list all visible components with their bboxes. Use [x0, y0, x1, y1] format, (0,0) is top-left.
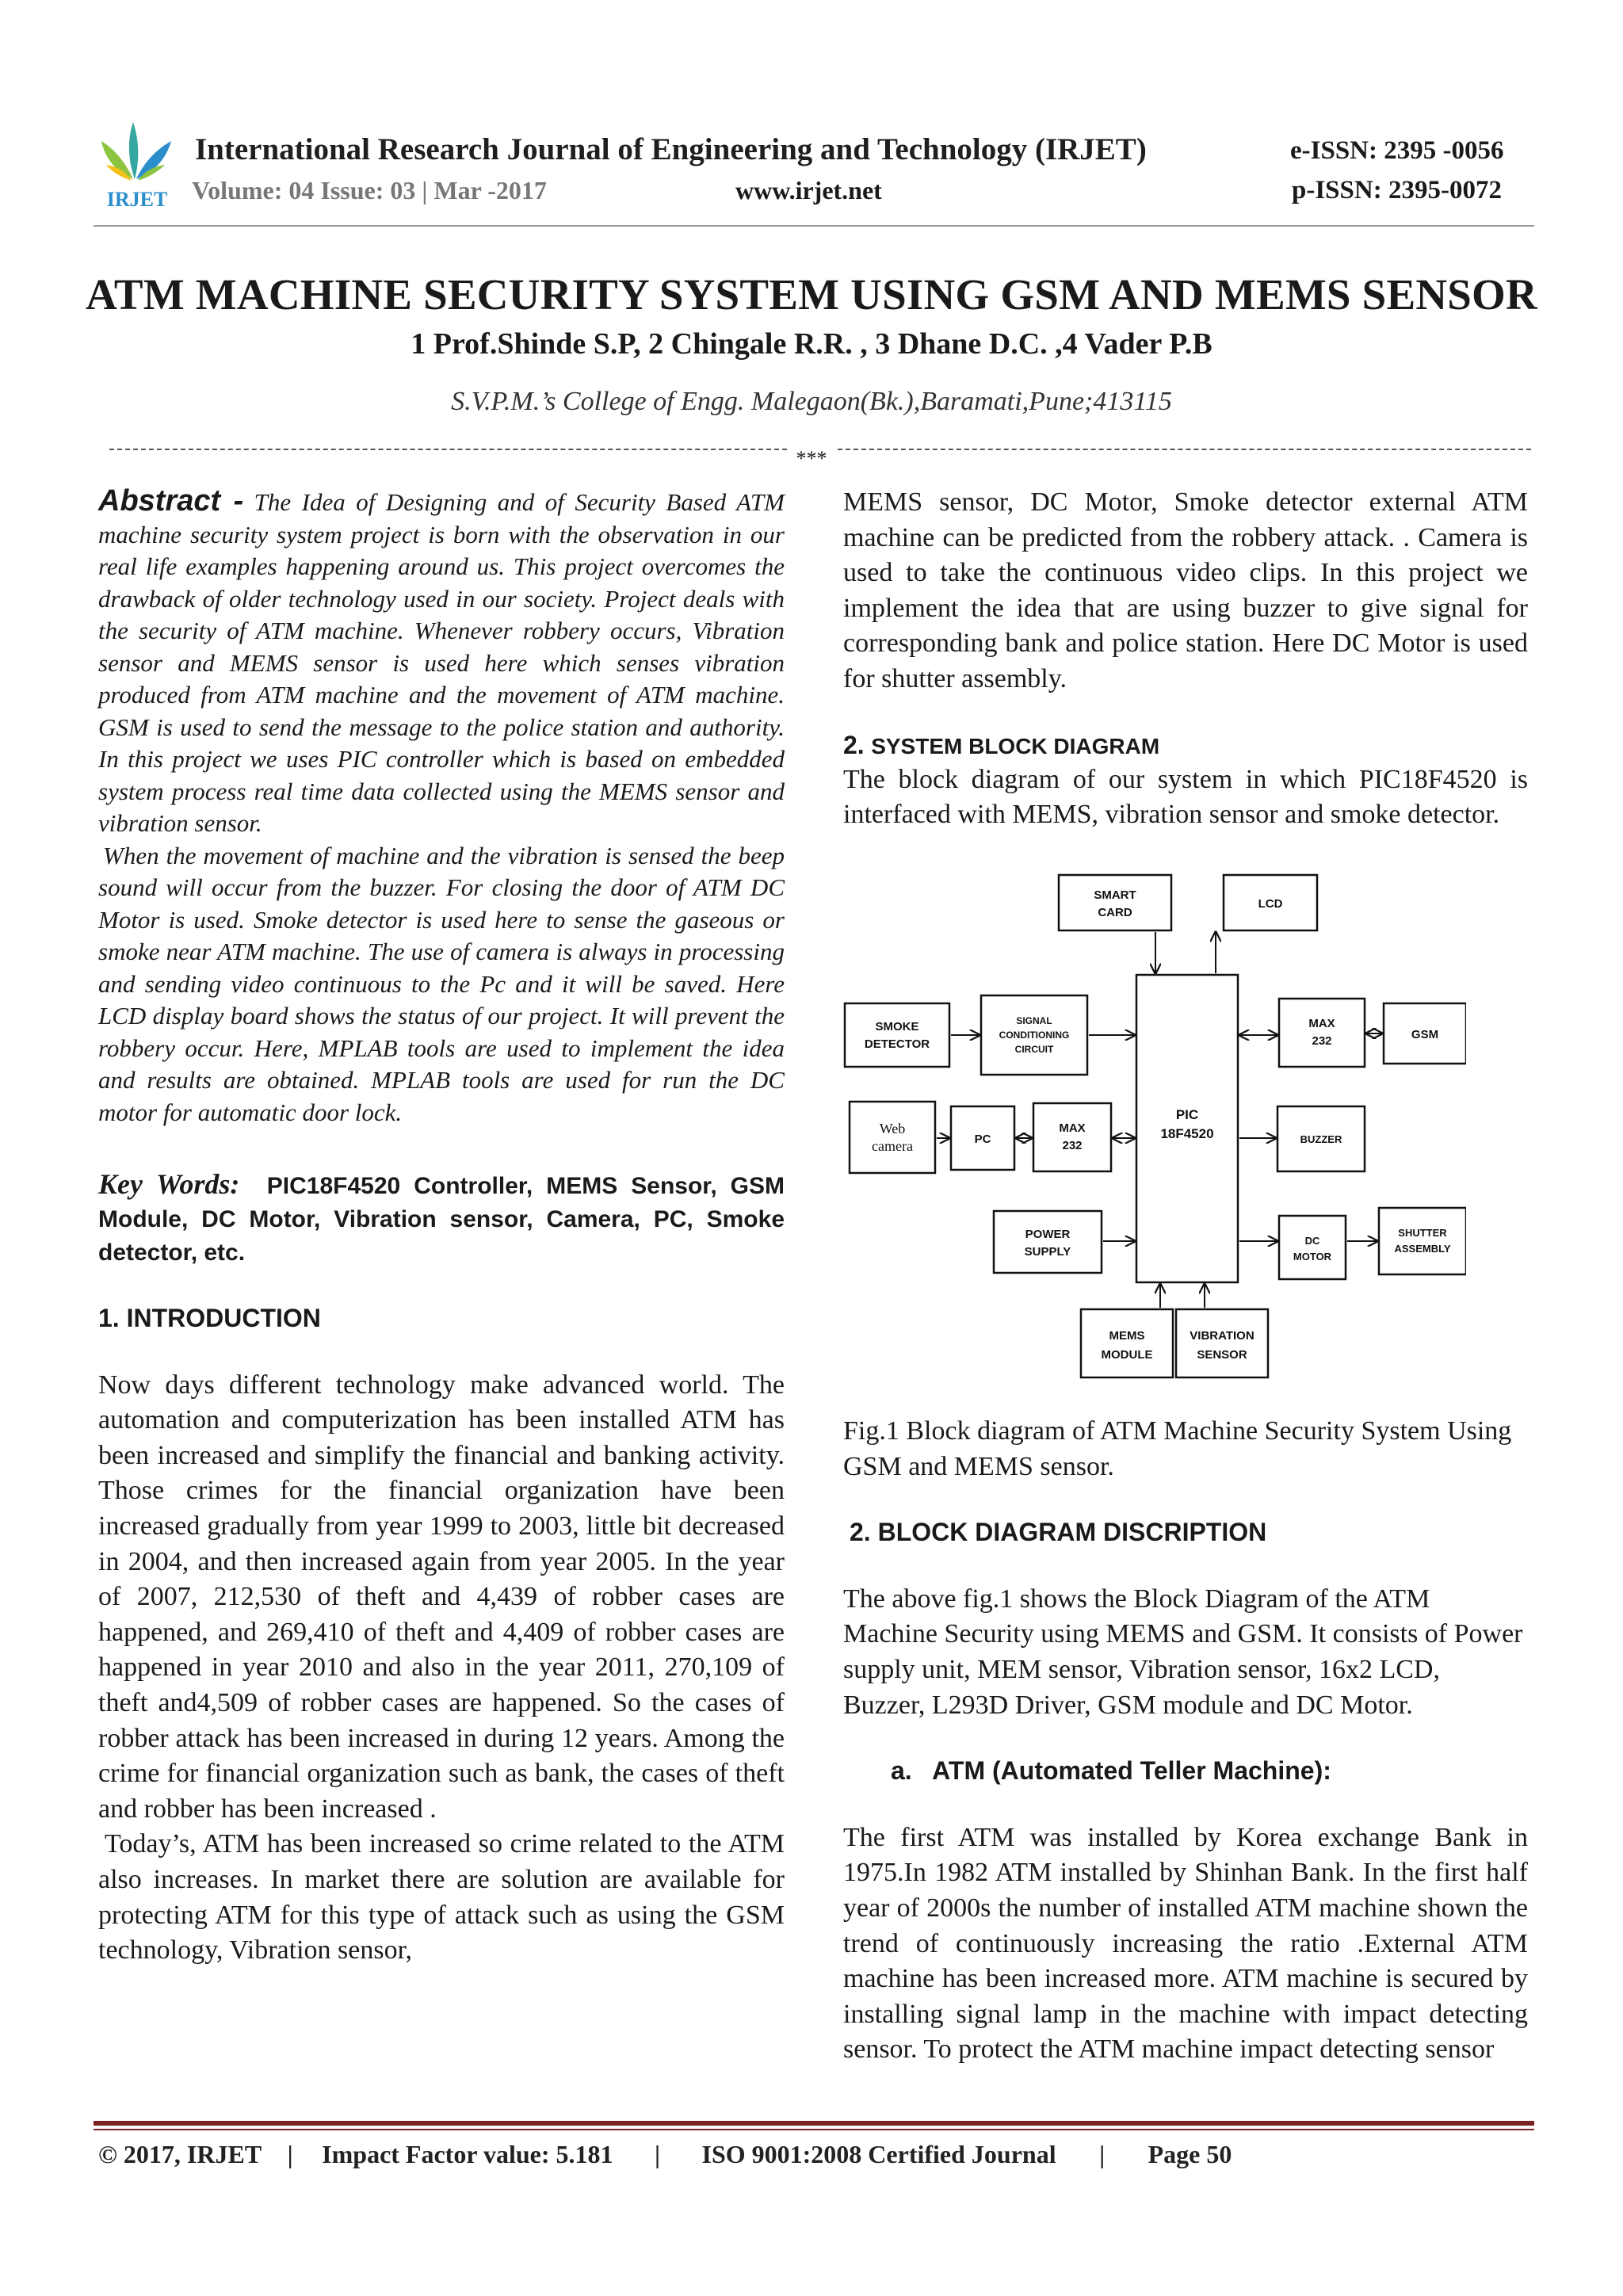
- irjet-logo: [94, 117, 181, 212]
- svg-text:SHUTTER: SHUTTER: [1398, 1227, 1447, 1239]
- right-continued-paragraph: MEMS sensor, DC Motor, Smoke detector external ATM machine can be predicted from the robbery attack. . Camera is used to take the continuous video clips. In this project we implement the idea that are using buzzer to give signal for corresponding bank and police station. Here DC Motor is used for shutter assembly.: [843, 487, 1528, 693]
- smoke-detector-block: [845, 1003, 949, 1067]
- abstract-label: Abstract -: [98, 484, 244, 518]
- svg-text:MEMS: MEMS: [1109, 1329, 1145, 1343]
- journal-title: International Research Journal of Engineering and Technology (IRJET): [195, 132, 1147, 166]
- svg-text:BUZZER: BUZZER: [1300, 1133, 1342, 1145]
- keywords-label: Key Words: [98, 1168, 231, 1200]
- introduction-heading: 1. INTRODUCTION: [98, 1304, 321, 1332]
- right-column-bottom: [843, 1414, 1528, 2068]
- svg-text:SENSOR: SENSOR: [1197, 1348, 1247, 1362]
- svg-text:camera: camera: [872, 1138, 913, 1154]
- separator-stars: ***: [788, 449, 835, 469]
- vibration-sensor-block: [1176, 1309, 1268, 1377]
- footer-rule-thin: [94, 2129, 1534, 2130]
- svg-text:SUPPLY: SUPPLY: [1024, 1245, 1071, 1259]
- footer-impact-factor: Impact Factor value: 5.181: [322, 2140, 613, 2168]
- svg-text:PC: PC: [974, 1133, 991, 1146]
- svg-text:PIC: PIC: [1175, 1107, 1199, 1122]
- svg-text:SMOKE: SMOKE: [875, 1020, 919, 1033]
- svg-text:ASSEMBLY: ASSEMBLY: [1394, 1243, 1451, 1255]
- max232-left-block: [1033, 1103, 1111, 1171]
- system-block-diagram-text: The block diagram of our system in which PIC18F4520 is interfaced with MEMS, vibration sensor and smoke detector.: [843, 764, 1528, 830]
- page-footer: © 2017, IRJET | Impact Factor value: 5.181 | ISO 9001:2008 Certified Journal | Page 50: [98, 2140, 1232, 2168]
- svg-text:232: 232: [1062, 1139, 1083, 1152]
- svg-text:CONDITIONING: CONDITIONING: [999, 1030, 1070, 1041]
- svg-text:SIGNAL: SIGNAL: [1016, 1015, 1052, 1026]
- e-issn: e-ISSN: 2395 -0056: [1290, 136, 1504, 165]
- web-camera-block: [850, 1102, 935, 1173]
- keywords-text: PIC18F4520 Controller, MEMS Sensor, GSM Module, DC Motor, Vibration sensor, Camera, PC, Smoke detector, etc.: [98, 1173, 785, 1266]
- system-block-diagram-heading: 2. SYSTEM BLOCK DIAGRAM: [843, 730, 1160, 759]
- abstract: [98, 485, 785, 840]
- block-diagram-figure: [843, 872, 1466, 1379]
- p-issn: p-ISSN: 2395-0072: [1292, 176, 1502, 204]
- keywords: Key Words: PIC18F4520 Controller, MEMS Sensor, GSM Module, DC Motor, Vibration sensor, Camera, PC, Smoke detector, etc.: [98, 1168, 785, 1266]
- footer-copyright: © 2017, IRJET: [98, 2140, 262, 2168]
- svg-text:SMART: SMART: [1094, 888, 1136, 902]
- paper-affiliation: S.V.P.M.’s College of Engg. Malegaon(Bk.),Baramati,Pune;413115: [451, 387, 1172, 416]
- introduction-paragraph-1: Now days different technology make advanced world. The automation and computerization has been installed ATM has been increased and simplify the financial and banking activity. Those crimes for the financial organization have been increased gradually from year 1999 to 2003, little bit decreased in 2004, and then increased again from year 2005. In the year of 2007, 212,530 of theft and 4,439 of robber cases are happened, and 269,410 of theft and 4,409 of robber cases are happened in year 2010 and also in the year 2011, 270,109 of theft and4,509 of robber cases are happened. So the cases of robber attack has been increased in during 12 years. Among the crime for financial organization such as bank, the cases of theft and robber has been increased .: [98, 1370, 785, 1824]
- svg-text:MOTOR: MOTOR: [1293, 1251, 1332, 1263]
- introduction-paragraph-2: Today’s, ATM has been increased so crime related to the ATM also increases. In market there are solution are available for protecting ATM for this type of attack such as using the GSM technology, Vibration sensor,: [98, 1829, 785, 1966]
- abstract-paragraph-2: When the movement of machine and the vibration is sensed the beep sound will occur from the buzzer. For closing the door of ATM DC Motor is used. Smoke detector is used here to sense the gaseous or smoke near ATM machine. The use of camera is always in processing and sending video continuous to the Pc and it will be saved. Here LCD display board shows the status of our project. It will prevent the robbery occur. Here, MPLAB tools are used to implement the idea and results are obtained. MPLAB tools are used for run the DC motor for automatic door lock.: [98, 841, 785, 1126]
- svg-text:DC: DC: [1304, 1235, 1320, 1247]
- svg-text:Web: Web: [879, 1121, 906, 1137]
- svg-text:LCD: LCD: [1258, 897, 1283, 911]
- left-column: [98, 485, 785, 1969]
- svg-text:18F4520: 18F4520: [1160, 1126, 1214, 1141]
- footer-iso: ISO 9001:2008 Certified Journal: [701, 2140, 1056, 2168]
- svg-text:GSM: GSM: [1411, 1028, 1439, 1041]
- svg-text:DETECTOR: DETECTOR: [864, 1037, 930, 1051]
- abstract-paragraph-1: The Idea of Designing and of Security Based ATM machine security system project is born with the observation in our real life examples happening around us. This project overcomes the drawback of older technology used in our society. Project deals with the security of ATM machine. Whenever robbery occurs, Vibration sensor and MEMS sensor is used here which senses vibration produced from ATM machine and the movement of ATM machine. GSM is used to send the message to the police station and authority. In this project we uses PIC controller which is based on embedded system process real time data collected using the MEMS sensor and vibration sensor.: [98, 488, 785, 837]
- footer-page-number: Page 50: [1148, 2140, 1232, 2168]
- svg-text:VIBRATION: VIBRATION: [1190, 1329, 1254, 1343]
- atm-subsection-heading: a. ATM (Automated Teller Machine):: [891, 1756, 1331, 1786]
- block-diagram-description-text: The above fig.1 shows the Block Diagram of the ATM Machine Security using MEMS and GSM. It consists of Power supply unit, MEM sensor, Vibration sensor, 16x2 LCD, Buzzer, L293D Driver, GSM module and DC Motor.: [843, 1584, 1523, 1720]
- svg-text:POWER: POWER: [1025, 1228, 1071, 1241]
- dc-motor-block: [1279, 1216, 1346, 1279]
- atm-subsection-text: The first ATM was installed by Korea exchange Bank in 1975.In 1982 ATM installed by Shinhan Bank. In the first half year of 2000s the number of installed ATM machine shown the trend of continuously increasing the ratio .External ATM machine has been increased more. ATM machine is secured by installing signal lamp in the machine with impact detecting sensor. To protect the ATM machine impact detecting sensor: [843, 1822, 1528, 2065]
- paper-authors: 1 Prof.Shinde S.P, 2 Chingale R.R. , 3 Dhane D.C. ,4 Vader P.B: [411, 327, 1212, 361]
- mems-module-block: [1081, 1309, 1173, 1377]
- journal-website: www.irjet.net: [735, 176, 882, 204]
- paper-title: ATM MACHINE SECURITY SYSTEM USING GSM AND MEMS SENSOR: [86, 270, 1537, 319]
- right-column-top: [843, 485, 1528, 833]
- svg-text:CARD: CARD: [1098, 906, 1132, 919]
- svg-text:CIRCUIT: CIRCUIT: [1014, 1044, 1054, 1055]
- power-supply-block: [994, 1211, 1102, 1273]
- header-divider: [94, 225, 1534, 227]
- footer-rule-thick: [94, 2121, 1534, 2126]
- svg-text:232: 232: [1312, 1034, 1332, 1048]
- block-diagram-description-heading: 2. BLOCK DIAGRAM DISCRIPTION: [850, 1518, 1267, 1547]
- volume-issue: Volume: 04 Issue: 03 | Mar -2017: [192, 176, 547, 204]
- svg-text:MAX: MAX: [1308, 1017, 1335, 1030]
- svg-text:MODULE: MODULE: [1101, 1348, 1153, 1362]
- svg-text:MAX: MAX: [1059, 1121, 1086, 1135]
- smart-card-block: [1059, 875, 1171, 930]
- max232-upper-block: [1279, 999, 1365, 1067]
- svg-text:IRJET: IRJET: [106, 188, 168, 211]
- figure-caption: Fig.1 Block diagram of ATM Machine Security System Using GSM and MEMS sensor.: [843, 1416, 1512, 1481]
- shutter-assembly-block: [1379, 1208, 1466, 1274]
